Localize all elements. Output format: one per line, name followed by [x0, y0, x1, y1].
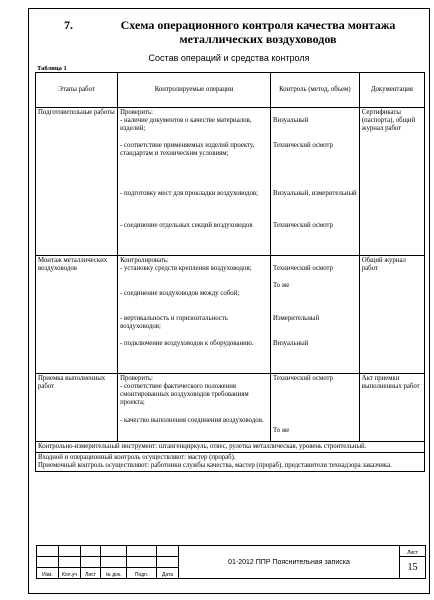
stage-cell: Монтаж металлических воздуховодов	[36, 256, 118, 374]
operations-cell	[118, 374, 271, 442]
operation-item: - соответствие применяемых изделий проекту, стандартам и техническим условиям;	[120, 142, 255, 157]
operation-item: - соответствие фактического положения смонтированных воздуховодов требованиям проекта;	[120, 383, 249, 406]
control-cell	[270, 256, 359, 374]
operation-item: - соединение отдельных секций воздуховодов	[120, 222, 253, 229]
control-method: Визуальный, измерительный	[272, 190, 357, 197]
acceptance-control-note: Приемочный контроль осуществляют: работники службы качества, мастер (прораб), представители технадзора заказчика.	[38, 462, 392, 469]
operation-item: - установку средств крепления воздуховодов;	[120, 265, 252, 272]
stamp-label: Лист	[81, 568, 101, 579]
table-header-row	[36, 73, 425, 108]
control-cell	[270, 108, 359, 256]
instruments-note: Контрольно-измерительный инструмент: штангенциркуль, отвес, рулетка металлическая, уровень строительный.	[36, 442, 425, 453]
operation-item: - соединение воздуховодов между собой;	[120, 290, 240, 297]
documentation-cell: Сертификаты (паспорта), общий журнал работ	[359, 108, 424, 256]
table-row	[36, 256, 425, 374]
stamp-label: Кол.уч	[59, 568, 81, 579]
sheet-number: 15	[400, 557, 426, 579]
table-label: Таблица 1	[37, 65, 67, 72]
operation-item: - наличие документов о качестве материалов, изделий;	[120, 117, 252, 132]
stage-cell: Приемка выполненных работ	[36, 374, 118, 442]
stamp-label: Дата	[157, 568, 179, 579]
table-row	[36, 108, 425, 256]
operations-title: Проверить:	[120, 375, 153, 382]
column-header-operations: Контролируемые операции	[118, 73, 271, 108]
column-header-stage: Этапы работ	[36, 73, 118, 108]
operation-item: - подключение воздуховодов к оборудованию.	[120, 340, 254, 347]
section-number: 7.	[64, 18, 73, 32]
control-method: Технический осмотр	[272, 265, 333, 272]
stamp-label: Подп.	[127, 568, 157, 579]
column-header-documentation: Документация	[359, 73, 424, 108]
note-row	[36, 442, 425, 453]
title-block	[36, 545, 426, 578]
stamp-label: № док.	[101, 568, 127, 579]
control-method: Измерительный	[272, 315, 320, 322]
operations-cell	[118, 256, 271, 374]
control-method: То же	[272, 427, 290, 434]
control-method: Технический осмотр	[272, 142, 333, 149]
document-title: 01-2012 ППР Пояснительная записка	[179, 546, 400, 579]
operation-item: - подготовку мест для прокладки воздуховодов;	[120, 190, 258, 197]
operations-cell	[118, 108, 271, 256]
control-method: Технический осмотр	[272, 222, 333, 229]
column-header-control: Контроль (метод, объем)	[270, 73, 359, 108]
control-method: Визуальный	[272, 117, 309, 124]
control-method: Визуальный	[272, 340, 309, 347]
table-row	[36, 374, 425, 442]
control-cell	[270, 374, 359, 442]
operations-title: Проверить:	[120, 109, 153, 116]
stage-cell: Подготовительные работы	[36, 108, 118, 256]
control-note	[36, 453, 425, 472]
control-table	[35, 72, 425, 472]
sheet-label: Лист	[400, 546, 426, 557]
note-row	[36, 453, 425, 472]
operation-item: - качество выполнения соединения воздуховодов.	[120, 417, 264, 424]
documentation-cell: Акт приемки выполненных работ	[359, 374, 424, 442]
documentation-cell: Общий журнал работ	[359, 256, 424, 374]
section-subheading: Состав операций и средства контроля	[148, 53, 310, 63]
stamp-label: Изм.	[37, 568, 59, 579]
section-title: Схема операционного контроля качества монтажа металлических воздуховодов	[120, 18, 396, 46]
control-method: То же	[272, 282, 290, 289]
incoming-control-note: Входной и операционный контроль осуществляют: мастер (прораб).	[38, 454, 236, 461]
control-method: Технический осмотр	[272, 375, 333, 382]
operation-item: - вертикальность и горизонтальность воздуховодов;	[120, 315, 228, 330]
operations-title: Контролировать:	[120, 257, 169, 264]
